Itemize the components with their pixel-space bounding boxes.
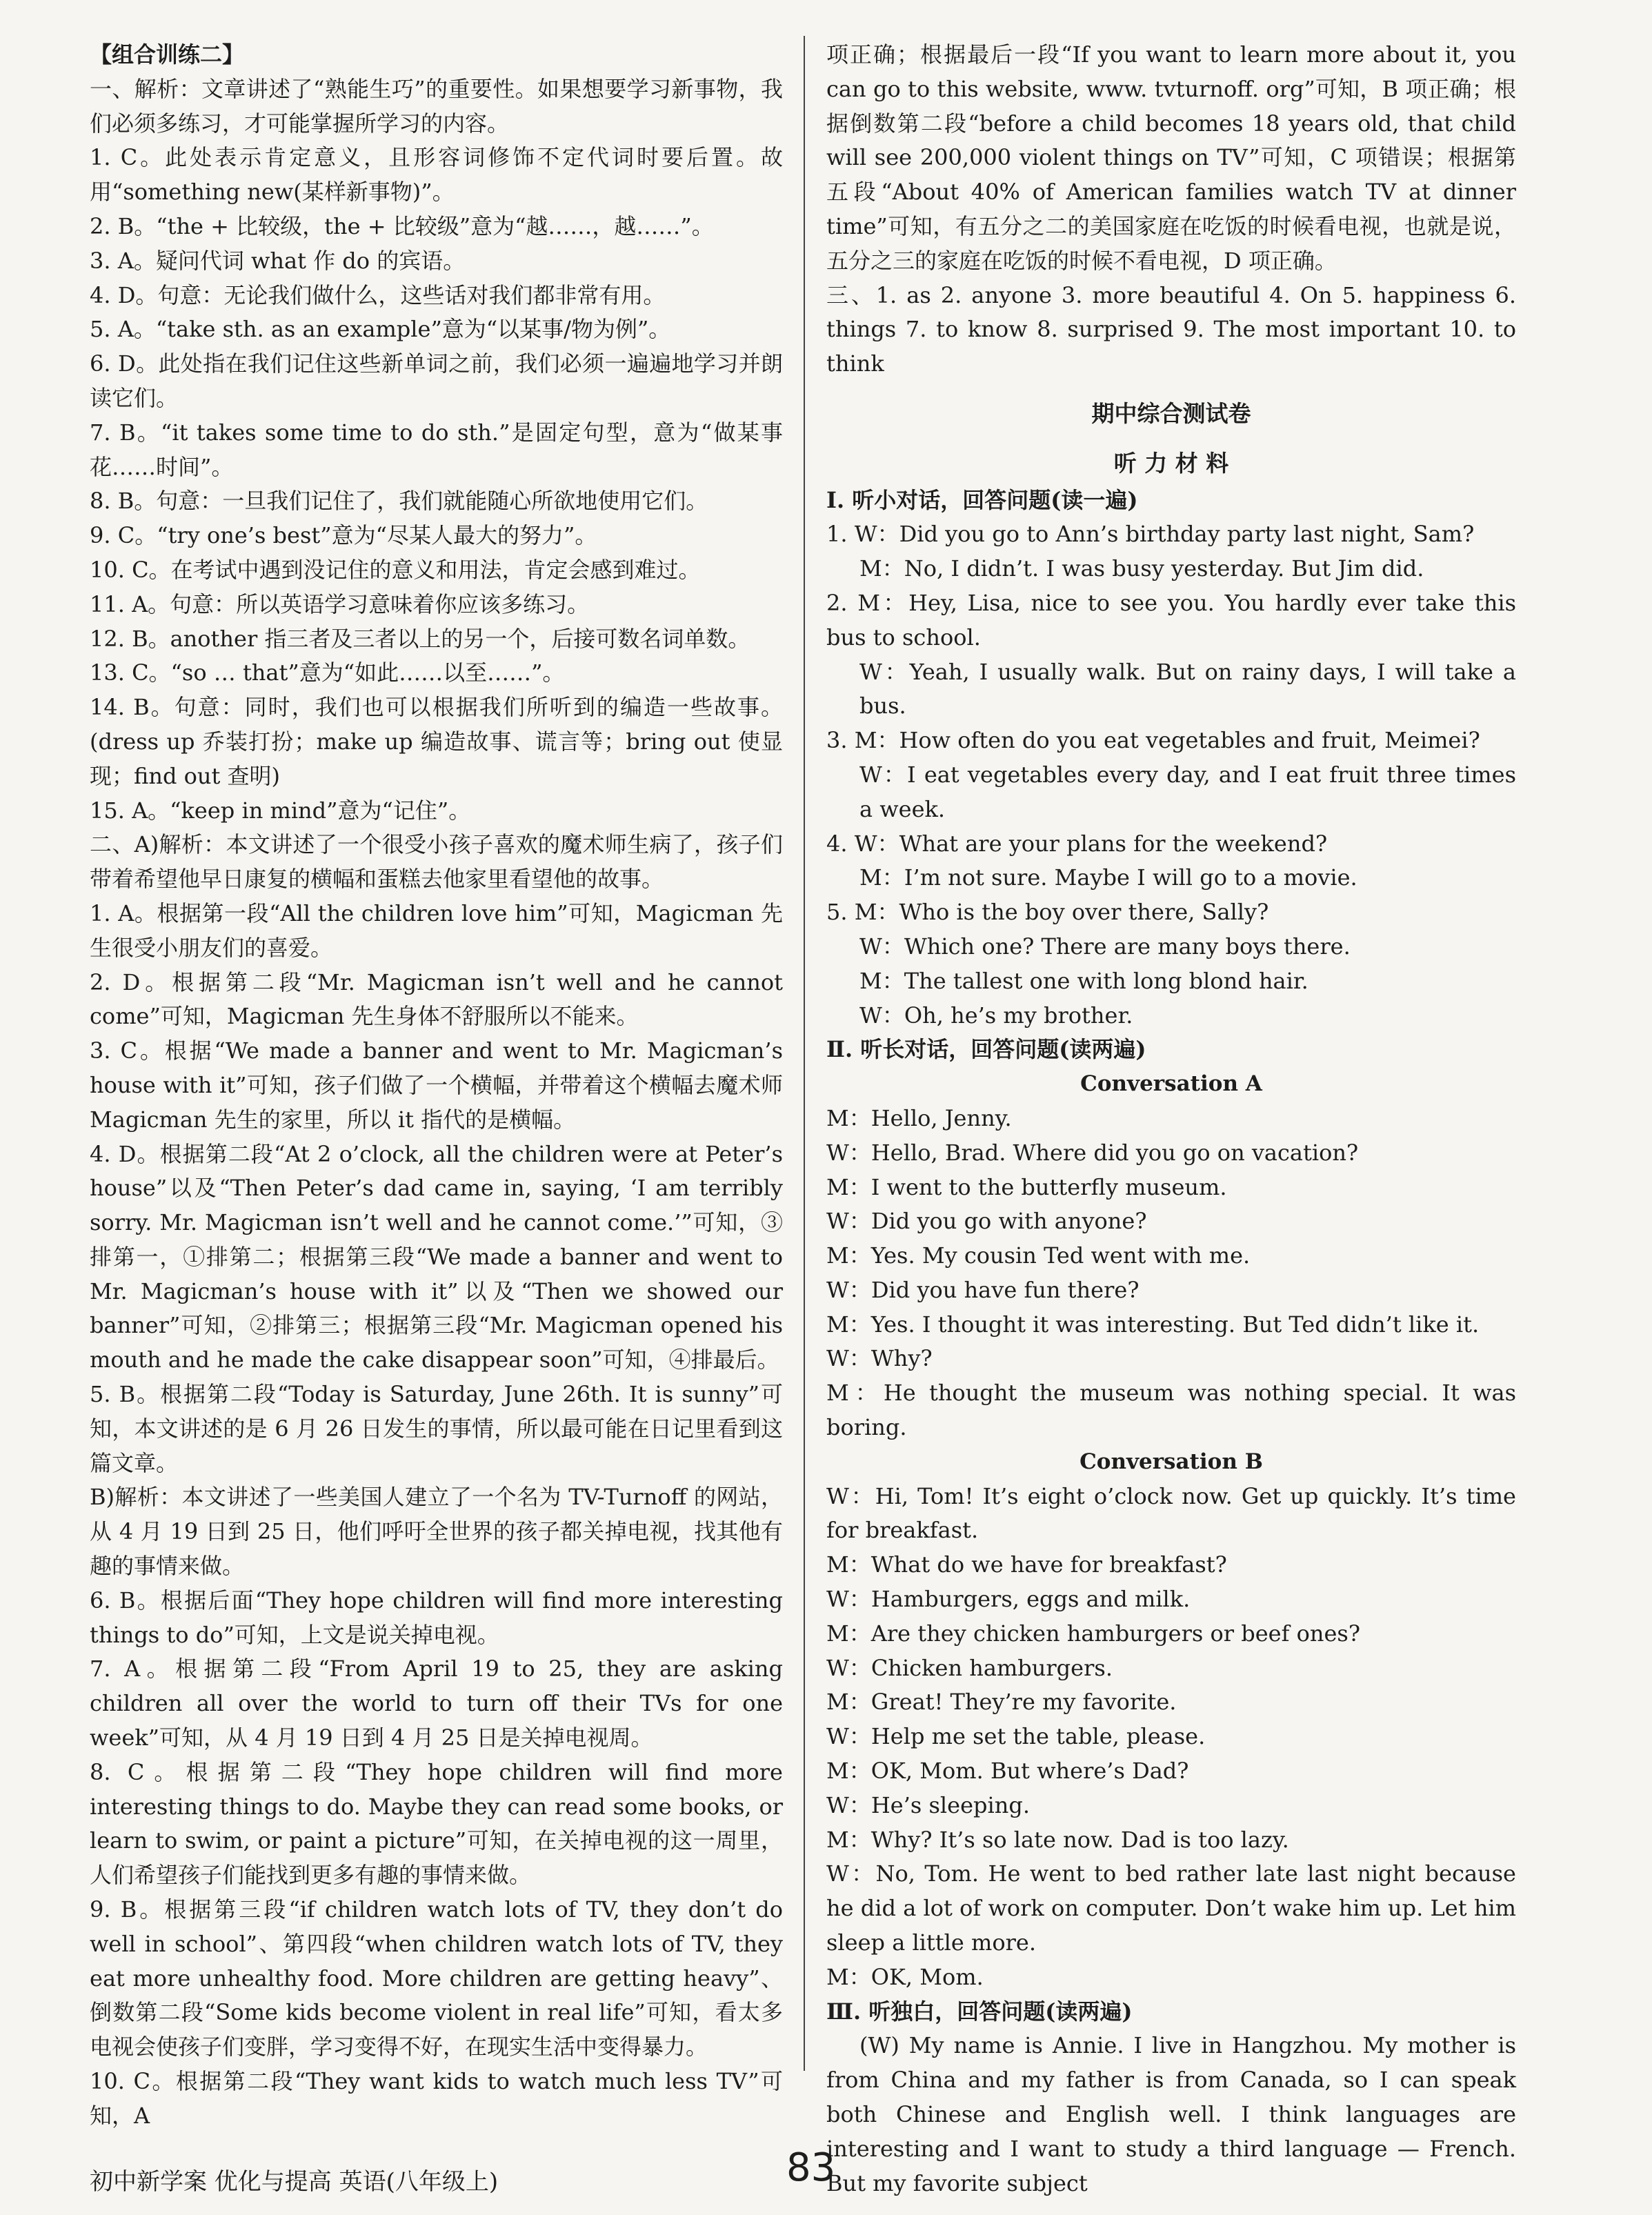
text-line: 5. B。根据第二段“Today is Saturday, June 26th. It is sunny”可知，本文讲述的是 6 月 26 日发生的事情，所以最可能在日记里看到这篇文章。 xyxy=(90,1381,783,1476)
left-column xyxy=(90,38,783,2134)
text-line: 2. D。根据第二段“Mr. Magicman isn’t well and he cannot come”可知，Magicman 先生身体不舒服所以不能来。 xyxy=(90,969,783,1030)
text-line: 1. A。根据第一段“All the children love him”可知，Magicman 先生很受小朋友们的喜爱。 xyxy=(90,900,783,961)
text-line: 7. A。根据第二段“From April 19 to 25, they are asking children all over the world to turn off their TVs for one week”可知，从 4 月 19 日到 4 月 25 日是关掉电视周。 xyxy=(90,1656,783,1751)
part3-title: Ⅲ. 听独白，回答问题(读两遍) xyxy=(826,1998,1133,2025)
text-line: M：OK, Mom. xyxy=(826,1963,984,1990)
text-line: W：He’s sleeping. xyxy=(826,1791,1031,1818)
text-line: M：OK, Mom. But where’s Dad? xyxy=(826,1758,1189,1785)
text-line: 一、解析：文章讲述了“熟能生巧”的重要性。如果想要学习新事物，我们必须多练习，才可能掌握所学习的内容。 xyxy=(90,75,783,137)
text-line: W：Chicken hamburgers. xyxy=(826,1654,1113,1681)
part1-dialogues xyxy=(826,517,1516,1033)
text-line: 5. A。“take sth. as an example”意为“以某事/物为例”。 xyxy=(90,316,671,343)
text-line: 8. C。根据第二段“They hope children will find more interesting things to do. Maybe they can read some books, or learn to swim, or paint a picture”可知，在关掉电视的这一周里，人们希望孩子们能找到更多有趣的事情来做。 xyxy=(90,1758,783,1889)
text-line: W：Why? xyxy=(826,1345,933,1372)
text-line: M：Hello, Jenny. xyxy=(826,1104,1012,1131)
monologue-text: (W) My name is Annie. I live in Hangzhou. My mother is from China and my father is from Canada, so I can speak both Chinese and English well. I think languages are interesting and I want to study a third language — French. But my favorite subject xyxy=(826,2032,1516,2196)
text-line: W：Which one? There are many boys there. xyxy=(859,933,1351,960)
text-line: 10. C。根据第二段“They want kids to watch much less TV”可知，A xyxy=(90,2068,783,2129)
text-line: 4. D。根据第二段“At 2 o’clock, all the children were at Peter’s house”以及“Then Peter’s dad came in, saying, ‘I am terribly sorry. Mr. Magicman isn’t well and he cannot come.’”可知，③排第一，①排第二；根据第三段“We made a banner and went to Mr. Magicman’s house with it”以及“Then we showed our banner”可知，②排第三；根据第三段“Mr. Magicman opened his mouth and he made the cake disappear soon”可知，④排最后。 xyxy=(90,1140,783,1373)
text-line: 1. W：Did you go to Ann’s birthday party last night, Sam? xyxy=(826,521,1475,548)
conversation-b xyxy=(826,1480,1516,1995)
text-line: 三、1. as 2. anyone 3. more beautiful 4. On 5. happiness 6. things 7. to know 8. surprised 9. The most important 10. to think xyxy=(826,281,1516,377)
text-line: M：I’m not sure. Maybe I will go to a movie. xyxy=(859,864,1357,891)
text-line: 5. M：Who is the boy over there, Sally? xyxy=(826,899,1269,926)
text-line: 2. B。“the + 比较级，the + 比较级”意为“越……，越……”。 xyxy=(90,212,714,239)
part2-title: Ⅱ. 听长对话，回答问题(读两遍) xyxy=(826,1036,1146,1063)
text-line: 11. A。句意：所以英语学习意味着你应该多练习。 xyxy=(90,590,590,617)
text-line: M：Yes. I thought it was interesting. But Ted didn’t like it. xyxy=(826,1311,1480,1338)
conversation-b-title: Conversation B xyxy=(1079,1449,1263,1474)
text-line: M：He thought the museum was nothing special. It was boring. xyxy=(826,1380,1516,1441)
text-line: W：Did you go with anyone? xyxy=(826,1208,1147,1235)
section-heading: 【组合训练二】 xyxy=(90,41,245,68)
text-line: 1. C。此处表示肯定意义，且形容词修饰不定代词时要后置。故用“something new(某样新事物)”。 xyxy=(90,144,783,206)
text-line: M：I went to the butterfly museum. xyxy=(826,1173,1227,1200)
part1-title: Ⅰ. 听小对话，回答问题(读一遍) xyxy=(826,486,1138,513)
text-line: 3. C。根据“We made a banner and went to Mr. Magicman’s house with it”可知，孩子们做了一个横幅，并带着这个横幅去魔术师 Magicman 先生的家里，所以 it 指代的是横幅。 xyxy=(90,1037,783,1133)
conversation-a-title: Conversation A xyxy=(1080,1071,1262,1097)
exam-title: 期中综合测试卷 xyxy=(1091,399,1251,427)
right-answer-list xyxy=(826,38,1516,381)
text-line: M：The tallest one with long blond hair. xyxy=(859,967,1308,994)
column-divider xyxy=(804,36,805,2071)
text-line: W：Oh, he’s my brother. xyxy=(859,1002,1133,1029)
text-line: 14. B。句意：同时，我们也可以根据我们所听到的编造一些故事。(dress up 乔装打扮；make up 编造故事、谎言等；bring out 使显现；find out 查明) xyxy=(90,694,783,789)
text-line: 4. D。句意：无论我们做什么，这些话对我们都非常有用。 xyxy=(90,281,666,308)
page-number: 83 xyxy=(786,2145,836,2190)
conversation-a xyxy=(826,1102,1516,1445)
text-line: 6. B。根据后面“They hope children will find more interesting things to do”可知，上文是说关掉电视。 xyxy=(90,1587,783,1648)
text-line: M：No, I didn’t. I was busy yesterday. But Jim did. xyxy=(859,555,1424,582)
text-line: 13. C。“so … that”意为“如此……以至……”。 xyxy=(90,659,565,686)
text-line: 3. M：How often do you eat vegetables and fruit, Meimei? xyxy=(826,727,1480,754)
left-answer-list xyxy=(90,72,783,2134)
text-line: 2. M：Hey, Lisa, nice to see you. You hardly ever take this bus to school. xyxy=(826,589,1516,650)
text-line: 15. A。“keep in mind”意为“记住”。 xyxy=(90,797,471,824)
text-line: 10. C。在考试中遇到没记住的意义和用法，肯定会感到难过。 xyxy=(90,556,701,583)
text-line: 9. B。根据第三段“if children watch lots of TV, they don’t do well in school”、第四段“when children watch lots of TV, they eat more unhealthy food. More children are getting heavy”、倒数第二段“Some kids become violent in real life”可知，看太多电视会使孩子们变胖，学习变得不好，在现实生活中变得暴力。 xyxy=(90,1896,783,2060)
text-line: 6. D。此处指在我们记住这些新单词之前，我们必须一遍遍地学习并朗读它们。 xyxy=(90,350,783,411)
text-line: 3. A。疑问代词 what 作 do 的宾语。 xyxy=(90,247,466,274)
text-line: 9. C。“try one’s best”意为“尽某人最大的努力”。 xyxy=(90,522,597,549)
text-line: 4. W：What are your plans for the weekend? xyxy=(826,830,1328,857)
text-line: 二、A)解析：本文讲述了一个很受小孩子喜欢的魔术师生病了，孩子们带着希望他早日康复的横幅和蛋糕去他家里看望他的故事。 xyxy=(90,831,783,893)
listening-title: 听 力 材 料 xyxy=(1113,449,1229,477)
text-line: W：Help me set the table, please. xyxy=(826,1723,1206,1750)
text-line: M：Yes. My cousin Ted went with me. xyxy=(826,1242,1251,1269)
text-line: 项正确；根据最后一段“If you want to learn more about it, you can go to this website, www. tvturnoff. org”可知，B 项正确；根据倒数第二段“before a child becomes 18 years old, that child will see 200,000 violent things on TV”可知，C 项错误；根据第五段“About 40% of American families watch TV at dinner time”可知，有五分之二的美国家庭在吃饭的时候看电视，也就是说，五分之三的家庭在吃饭的时候不看电视，D 项正确。 xyxy=(826,41,1516,274)
text-line: W：I eat vegetables every day, and I eat fruit three times a week. xyxy=(859,761,1516,822)
text-line: B)解析：本文讲述了一些美国人建立了一个名为 TV-Turnoff 的网站，从 4 月 19 日到 25 日，他们呼吁全世界的孩子都关掉电视，找其他有趣的事情来做。 xyxy=(90,1484,783,1580)
text-line: 12. B。another 指三者及三者以上的另一个，后接可数名词单数。 xyxy=(90,625,750,652)
text-line: M：Great! They’re my favorite. xyxy=(826,1689,1177,1716)
text-line: W：Yeah, I usually walk. But on rainy days, I will take a bus. xyxy=(859,658,1516,719)
text-line: W：Hamburgers, eggs and milk. xyxy=(826,1586,1191,1613)
text-line: M：Are they chicken hamburgers or beef ones? xyxy=(826,1620,1360,1647)
text-line: W：Hi, Tom! It’s eight o’clock now. Get up quickly. It’s time for breakfast. xyxy=(826,1482,1516,1544)
text-line: 8. B。句意：一旦我们记住了，我们就能随心所欲地使用它们。 xyxy=(90,488,708,515)
text-line: W：Did you have fun there? xyxy=(826,1276,1140,1303)
right-column xyxy=(826,38,1516,2201)
text-line: W：Hello, Brad. Where did you go on vacation? xyxy=(826,1139,1359,1166)
book-title: 初中新学案 优化与提高 英语(八年级上) xyxy=(90,2168,499,2196)
text-line: 7. B。“it takes some time to do sth.”是固定句型，意为“做某事花……时间”。 xyxy=(90,419,783,480)
text-line: M：What do we have for breakfast? xyxy=(826,1551,1227,1578)
text-line: W：No, Tom. He went to bed rather late last night because he did a lot of work on computer. Don’t wake him up. Let him sleep a little more. xyxy=(826,1860,1516,1956)
text-line: M：Why? It’s so late now. Dad is too lazy. xyxy=(826,1826,1289,1853)
